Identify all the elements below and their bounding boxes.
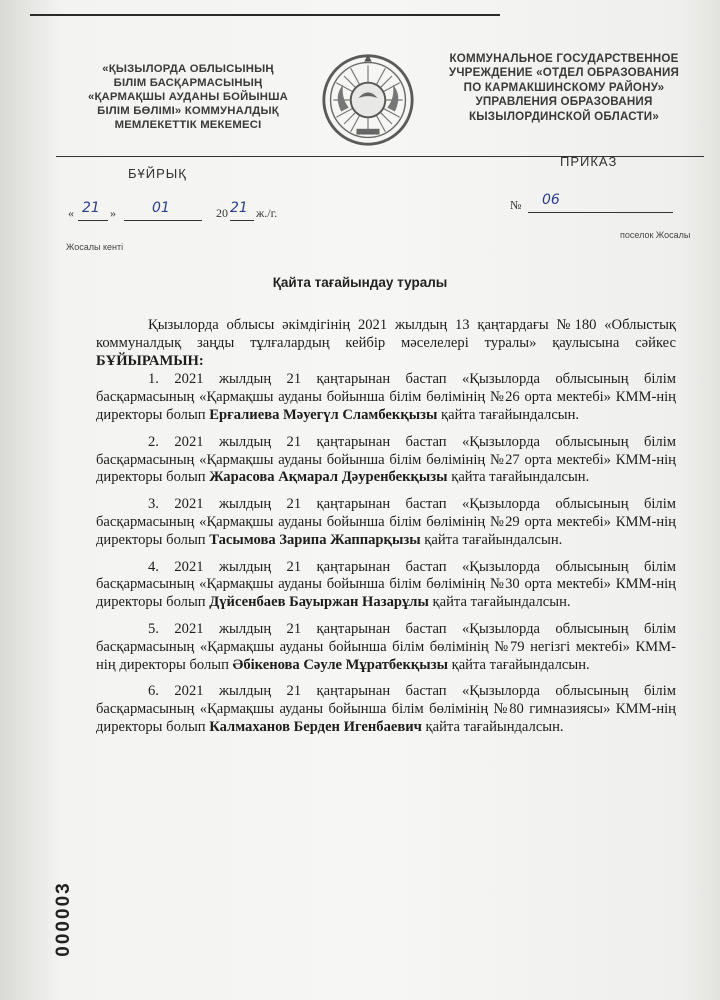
- item-text: 6. 2021 жылдың 21 қаңтарынан бастап «Қызылорда облысының білім басқармасының «Қармақшы ауданы бойынша білім бөлімінің №80 гимназиясы» КММ-нің директоры болып: [96, 683, 676, 735]
- header-left-line: МЕМЛЕКЕТТІК МЕКЕМЕСІ: [114, 119, 262, 131]
- appointee-name: Калмаханов Берден Игенбаевич: [209, 718, 422, 735]
- header-left-line: БІЛІМ БАСҚАРМАСЫНЫҢ: [113, 77, 263, 89]
- order-item: [96, 496, 676, 549]
- date-day: 21: [82, 200, 100, 216]
- item-tail: қайта тағайындалсын.: [447, 656, 590, 673]
- intro-emphasis: БҰЙЫРАМЫН:: [96, 352, 204, 369]
- order-item: [96, 683, 676, 736]
- document-date: [68, 200, 328, 224]
- item-tail: қайта тағайындалсын.: [447, 469, 590, 486]
- header-right-line: УЧРЕЖДЕНИЕ «ОТДЕЛ ОБРАЗОВАНИЯ: [448, 66, 680, 80]
- item-tail: қайта тағайындалсын.: [420, 531, 563, 548]
- header-left-kz: [78, 62, 298, 132]
- place-kz: Жосалы кенті: [66, 242, 124, 252]
- top-edge-line: [30, 0, 500, 16]
- side-stamp-text: 000003: [53, 881, 74, 957]
- side-stamp-number: [44, 864, 84, 984]
- item-tail: қайта тағайындалсын.: [437, 406, 580, 423]
- document-title: Қайта тағайындау туралы: [272, 275, 448, 290]
- year-underline: [230, 220, 254, 221]
- intro-paragraph: [96, 317, 676, 370]
- order-item: [96, 434, 676, 487]
- month-underline: [124, 220, 202, 221]
- order-item: [96, 559, 676, 612]
- number-sign: №: [510, 198, 522, 212]
- document-body: [96, 317, 676, 737]
- doc-type-ru: ПРИКАЗ: [560, 154, 618, 169]
- header-right-line: УПРАВЛЕНИЯ ОБРАЗОВАНИЯ: [475, 95, 653, 109]
- header-right-line: ПО КАРМАКШИНСКОМУ РАЙОНУ»: [463, 80, 665, 94]
- header-left-line: БІЛІМ БӨЛІМІ» КОММУНАЛДЫҚ: [97, 105, 279, 117]
- appointee-name: Тасымова Зарипа Жаппарқызы: [209, 531, 421, 548]
- kazakhstan-state-emblem-icon: [320, 52, 416, 148]
- appointee-name: Жарасова Ақмарал Дәуренбекқызы: [209, 469, 448, 486]
- date-month: 01: [152, 200, 170, 216]
- item-text: 3. 2021 жылдың 21 қаңтарынан бастап «Қызылорда облысының білім басқармасының «Қармақшы ауданы бойынша білім бөлімінің №29 орта мектебі» КММ-нің директоры болып: [96, 496, 676, 548]
- appointee-name: Дүйсенбаев Бауыржан Назарұлы: [209, 594, 429, 611]
- header-right-line: КОММУНАЛЬНОЕ ГОСУДАРСТВЕННОЕ: [449, 52, 679, 65]
- doc-type-kz: БҰЙРЫҚ: [128, 166, 187, 181]
- date-open-quote: «: [68, 206, 74, 220]
- order-item: [96, 371, 676, 424]
- date-year-prefix: 20: [216, 206, 228, 220]
- item-text: 1. 2021 жылдың 21 қаңтарынан бастап «Қызылорда облысының білім басқармасының «Қармақшы ауданы бойынша білім бөлімінің №26 орта мектебі» КММ-нің директоры болып: [96, 371, 676, 423]
- document-number: [510, 192, 675, 216]
- intro-text: Қызылорда облысы әкімдігінің 2021 жылдың 13 қаңтардағы №180 «Облыстық коммуналдық заңды тұлғалардың кейбір мәселелері туралы» қаулысына сәйкес: [96, 317, 676, 351]
- header-right-ru: [430, 52, 698, 124]
- item-text: 5. 2021 жылдың 21 қаңтарынан бастап «Қызылорда облысының білім басқармасының «Қармақшы ауданы бойынша білім бөлімінің №79 негізгі мектебі» КММ-нің директоры болып: [96, 620, 676, 673]
- date-year-suffix: 21: [230, 200, 248, 216]
- appointee-name: Ерғалиева Мәуегүл Сламбекқызы: [209, 406, 438, 423]
- header-left-line: «ҚАРМАҚШЫ АУДАНЫ БОЙЫНША: [87, 91, 289, 103]
- day-underline: [78, 220, 108, 221]
- item-text: 4. 2021 жылдың 21 қаңтарынан бастап «Қызылорда облысының білім басқармасының «Қармақшы ауданы бойынша білім бөлімінің №30 орта мектебі» КММ-нің директоры болып: [96, 558, 676, 611]
- date-year-unit: ж./г.: [256, 206, 278, 220]
- number-underline: [528, 212, 673, 213]
- item-tail: қайта тағайындалсын.: [421, 718, 564, 735]
- number-value: 06: [542, 192, 560, 208]
- item-tail: қайта тағайындалсын.: [428, 594, 571, 611]
- date-close-quote: »: [110, 206, 116, 220]
- order-item: [96, 621, 676, 674]
- appointee-name: Әбікенова Сәуле Мұратбекқызы: [232, 656, 448, 673]
- item-text: 2. 2021 жылдың 21 қаңтарынан бастап «Қызылорда облысының білім басқармасының «Қармақшы ауданы бойынша білім бөлімінің №27 орта мектебі» КММ-нің директоры болып: [96, 433, 676, 486]
- place-ru: поселок Жосалы: [620, 230, 691, 240]
- header-left-line: «ҚЫЗЫЛОРДА ОБЛЫСЫНЫҢ: [102, 63, 274, 75]
- header-right-line: КЫЗЫЛОРДИНСКОЙ ОБЛАСТИ»: [468, 109, 659, 123]
